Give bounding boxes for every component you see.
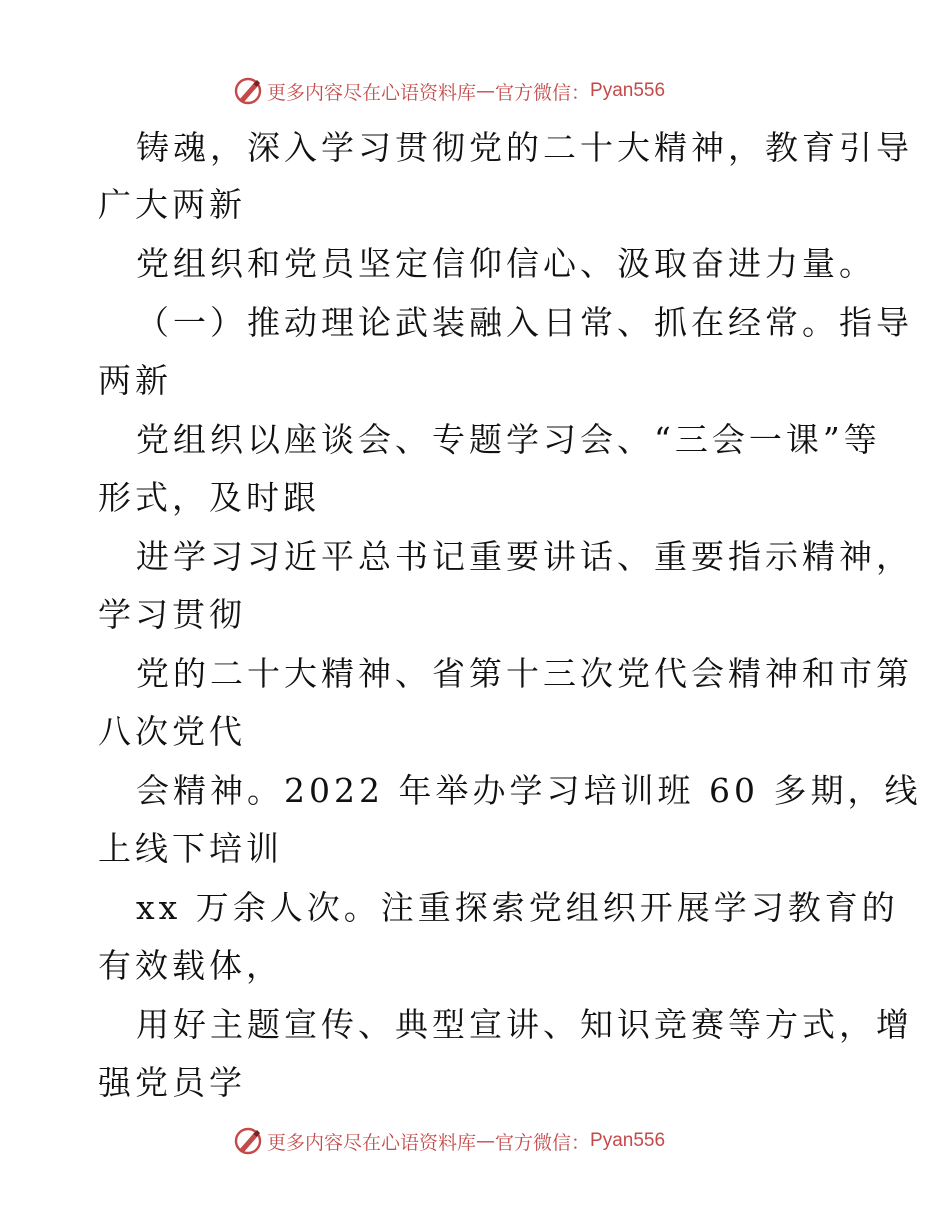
watermark-site: 更多内容尽在心语资料库	[267, 1131, 477, 1154]
body-line: 学习贯彻	[98, 595, 246, 634]
body-line: 强党员学	[98, 1063, 246, 1102]
watermark-id: Pyan556	[590, 1130, 666, 1151]
watermark-wechat: 官方微信：	[495, 1131, 591, 1154]
watermark-separator: —	[476, 80, 496, 102]
header-watermark	[0, 70, 950, 110]
pen-logo-icon	[233, 1126, 263, 1156]
body-line: 上线下培训	[98, 829, 283, 868]
watermark-wechat: 官方微信：	[495, 81, 591, 104]
body-line: 党的二十大精神、省第十三次党代会精神和市第	[136, 654, 913, 693]
body-line: 广大两新	[98, 185, 246, 224]
body-line: 进学习习近平总书记重要讲话、重要指示精神，	[136, 537, 913, 576]
watermark-site: 更多内容尽在心语资料库	[267, 81, 477, 104]
body-line: 党组织以座谈会、专题学习会、“三会一课”等	[136, 420, 881, 459]
body-line: 会精神。2022 年举办学习培训班 60 多期，线	[136, 771, 922, 810]
footer-watermark	[0, 1120, 950, 1160]
pen-logo-icon	[233, 76, 263, 106]
body-line: 两新	[98, 361, 172, 400]
body-line: xx 万余人次。注重探索党组织开展学习教育的	[136, 888, 899, 927]
body-line: 有效载体，	[98, 946, 283, 985]
watermark-separator: —	[476, 1130, 496, 1152]
body-line: 用好主题宣传、典型宣讲、知识竞赛等方式，增	[136, 1005, 913, 1044]
body-line: 八次党代	[98, 712, 246, 751]
body-line: （一）推动理论武装融入日常、抓在经常。指导	[136, 303, 913, 342]
body-line: 形式，及时跟	[98, 478, 320, 517]
watermark-id: Pyan556	[590, 80, 666, 101]
body-line: 铸魂，深入学习贯彻党的二十大精神，教育引导	[136, 128, 913, 167]
body-line: 党组织和党员坚定信仰信心、汲取奋进力量。	[136, 244, 876, 283]
